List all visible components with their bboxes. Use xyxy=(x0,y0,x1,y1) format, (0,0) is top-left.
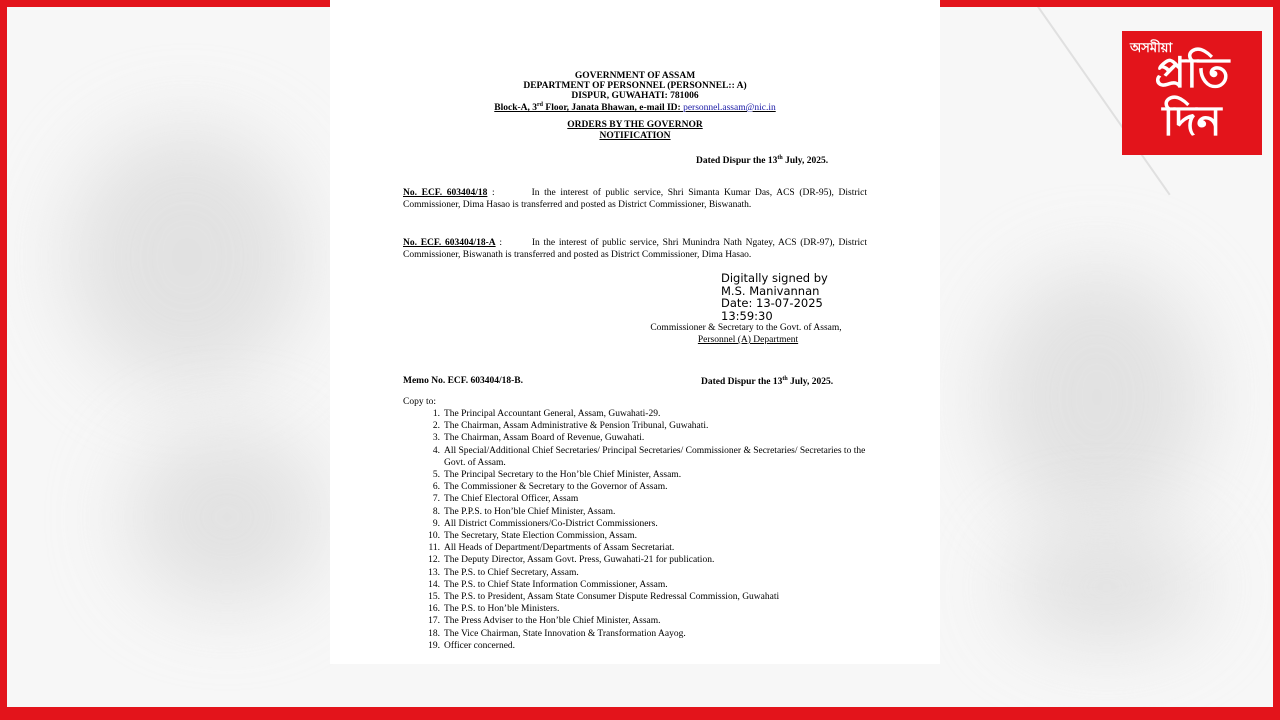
signature-line: Digitally signed by xyxy=(721,271,828,285)
copy-item-number: 17. xyxy=(428,616,440,627)
copy-list-item xyxy=(403,554,873,566)
logo-tagline: অসমীয়া xyxy=(1130,41,1173,56)
header-government: GOVERNMENT OF ASSAM xyxy=(574,71,696,81)
copy-list-item xyxy=(403,469,873,481)
copy-list-item xyxy=(403,432,873,444)
copy-item-number: 15. xyxy=(428,592,440,603)
copy-item-text: The Principal Secretary to the Hon’ble Chief Minister, Assam. xyxy=(444,470,682,481)
pratidin-logo xyxy=(1122,31,1262,155)
order-separator: : xyxy=(495,238,506,248)
order-number: No. ECF. 603404/18 xyxy=(403,188,488,198)
copy-item-text: The P.S. to Chief Secretary, Assam. xyxy=(444,567,579,578)
copy-item-text: The Commissioner & Secretary to the Governor of Assam. xyxy=(444,482,668,493)
copy-list-item xyxy=(403,420,873,432)
copy-item-number: 11. xyxy=(428,543,440,554)
logo-line: দিন xyxy=(1162,96,1222,145)
copy-item-number: 7. xyxy=(432,494,440,505)
header-address: DISPUR, GUWAHATI: 781006 xyxy=(571,91,699,101)
signature-name: M.S. Manivannan xyxy=(721,283,820,298)
copy-list xyxy=(403,408,873,652)
memo-date-sup: th xyxy=(782,376,788,382)
orders-title: ORDERS BY THE GOVERNOR xyxy=(567,120,703,130)
copy-item-number: 12. xyxy=(428,555,440,566)
copy-list-item xyxy=(403,530,873,542)
copy-to-label: Copy to: xyxy=(403,397,436,407)
date-month: July, 2025. xyxy=(782,156,829,167)
copy-item-text: The Press Adviser to the Hon’ble Chief Minister, Assam. xyxy=(444,616,661,627)
copy-list-item xyxy=(403,579,873,591)
signature-time: 13:59:30 xyxy=(721,308,773,323)
copy-item-number: 1. xyxy=(432,409,440,419)
copy-item-text: The P.S. to Chief State Information Commissioner, Assam. xyxy=(444,579,668,590)
copy-item-text: The Chairman, Assam Board of Revenue, Guwahati. xyxy=(444,433,645,444)
copy-item-text: The Secretary, State Election Commission, Assam. xyxy=(444,531,638,542)
copy-item-text: Officer concerned. xyxy=(444,640,516,651)
copy-list-item xyxy=(403,493,873,505)
logo-wordmark xyxy=(1132,49,1252,145)
header-sup: rd xyxy=(537,102,544,108)
order-text: In the interest of public service, Shri Munindra Nath Ngatey, ACS (DR-97), District Commissioner, Biswanath is transferred and posted as District Commissioner, Dima Hasao. xyxy=(403,238,868,261)
copy-item-number: 16. xyxy=(428,604,440,615)
memo-date-text: Dated Dispur the 13 xyxy=(701,377,783,388)
copy-item-number: 10. xyxy=(428,531,440,542)
memo-number: Memo No. ECF. 603404/18-B. xyxy=(403,376,523,386)
copy-item-number: 13. xyxy=(428,567,440,578)
order-paragraph xyxy=(403,187,867,212)
notification-date xyxy=(696,155,828,166)
copy-item-text: The Chairman, Assam Administrative & Pension Tribunal, Guwahati. xyxy=(444,421,709,432)
copy-list-item xyxy=(403,615,873,627)
copy-list-item xyxy=(403,518,873,530)
copy-item-text: All Special/Additional Chief Secretaries/ Principal Secretaries/ Commissioner & Secretaries/ Secretaries to the Govt. of Assam. xyxy=(444,445,866,468)
copy-item-text: The Deputy Director, Assam Govt. Press, Guwahati-21 for publication. xyxy=(444,555,715,566)
header-department: DEPARTMENT OF PERSONNEL (PERSONNEL:: A) xyxy=(523,81,747,91)
copy-list-item xyxy=(403,591,873,603)
order-text: In the interest of public service, Shri Simanta Kumar Das, ACS (DR-95), District Commissioner, Dima Hasao is transferred and posted as District Commissioner, Biswanath. xyxy=(403,188,868,211)
background-blur xyxy=(1007,527,1207,647)
copy-item-text: All Heads of Department/Departments of Assam Secretariat. xyxy=(444,543,675,554)
header-contact xyxy=(330,101,940,114)
header-floor: Floor, Janata Bhawan, e-mail ID: xyxy=(543,103,684,114)
copy-item-number: 14. xyxy=(428,579,440,590)
copy-item-number: 18. xyxy=(428,628,440,639)
copy-item-number: 2. xyxy=(432,421,440,432)
background-blur xyxy=(987,267,1207,527)
signature-date: Date: 13-07-2025 xyxy=(721,296,823,310)
copy-list-item xyxy=(403,481,873,493)
designation-department: Personnel (A) Department xyxy=(697,335,799,345)
copy-item-text: The Principal Accountant General, Assam, Guwahati-29. xyxy=(444,409,661,419)
order-separator: : xyxy=(487,188,500,198)
copy-list-item xyxy=(403,408,873,420)
copy-item-number: 5. xyxy=(432,470,440,481)
background-blur xyxy=(67,127,307,387)
copy-item-number: 3. xyxy=(432,433,440,444)
copy-item-text: The Vice Chairman, State Innovation & Transformation Aayog. xyxy=(444,628,686,639)
copy-list-item xyxy=(403,542,873,554)
designation-title: Commissioner & Secretary to the Govt. of Assam, xyxy=(650,323,842,333)
copy-item-text: The Chief Electoral Officer, Assam xyxy=(444,494,579,505)
copy-list-item xyxy=(403,506,873,518)
copy-list-item xyxy=(403,603,873,615)
header-block: Block-A, 3 xyxy=(494,103,538,114)
digital-signature xyxy=(721,272,828,322)
copy-item-number: 6. xyxy=(432,482,440,493)
copy-item-text: The P.S. to Hon’ble Ministers. xyxy=(444,604,560,615)
memo-date-month: July, 2025. xyxy=(787,377,834,388)
copy-item-number: 19. xyxy=(428,640,440,651)
background-blur xyxy=(127,427,327,607)
copy-item-number: 9. xyxy=(432,518,440,529)
document-page xyxy=(330,0,940,664)
memo-date xyxy=(701,376,833,387)
copy-list-item xyxy=(403,567,873,579)
order-paragraph xyxy=(403,237,867,262)
logo-line: প্ৰতি xyxy=(1154,48,1230,97)
signatory-designation xyxy=(630,322,862,346)
copy-item-number: 8. xyxy=(432,506,440,517)
copy-list-item xyxy=(403,628,873,640)
copy-item-text: All District Commissioners/Co-District Commissioners. xyxy=(444,518,658,529)
date-sup: th xyxy=(777,155,783,161)
copy-item-text: The P.S. to President, Assam State Consumer Dispute Redressal Commission, Guwahati xyxy=(444,592,780,603)
order-number: No. ECF. 603404/18-A xyxy=(403,238,496,248)
copy-list-item xyxy=(403,445,873,469)
copy-list-item xyxy=(403,640,873,652)
date-text: Dated Dispur the 13 xyxy=(696,156,778,167)
email-link[interactable]: personnel.assam@nic.in xyxy=(683,103,776,114)
copy-item-number: 4. xyxy=(432,445,440,456)
copy-item-text: The P.P.S. to Hon’ble Chief Minister, Assam. xyxy=(444,506,616,517)
notification-title: NOTIFICATION xyxy=(599,131,671,141)
